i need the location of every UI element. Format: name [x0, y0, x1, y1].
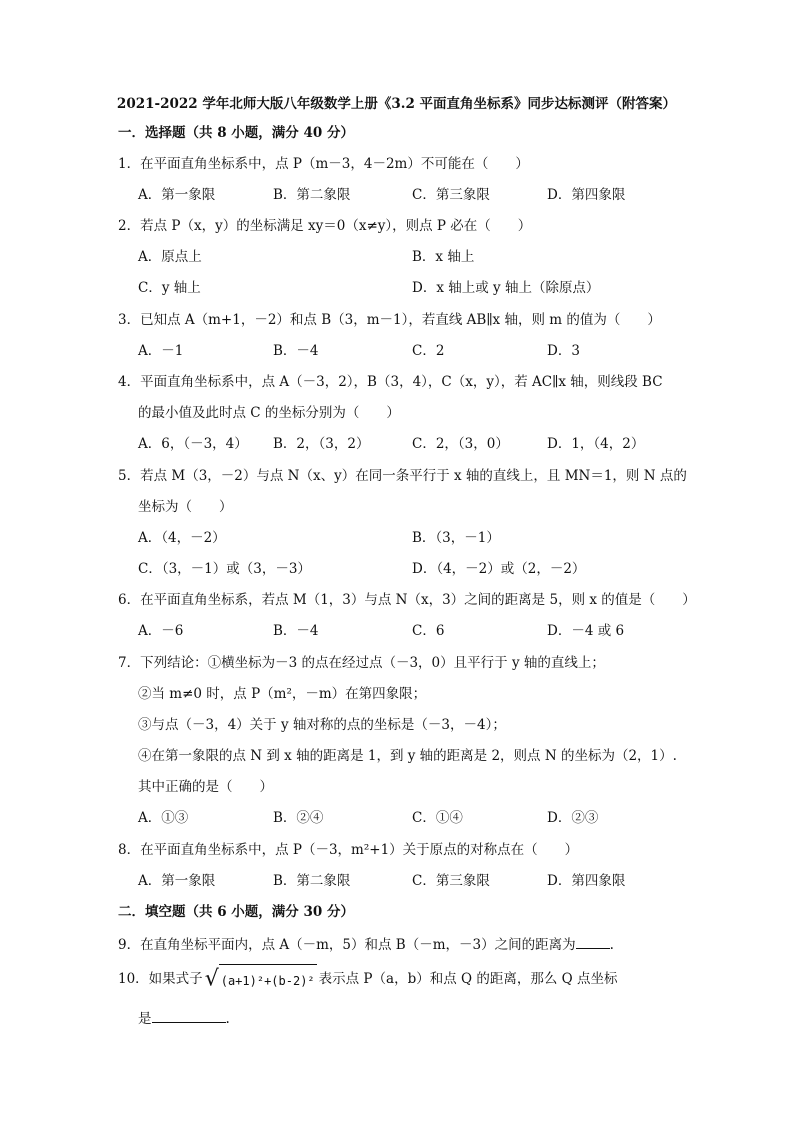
question-1-option-b: B．第二象限 [273, 187, 351, 203]
question-7-statement-3: ③与点（－3，4）关于 y 轴对称的点的坐标是（－3，－4）； [138, 717, 506, 733]
question-2-stem: 2．若点 P（x，y）的坐标满足 xy＝0（x≠y），则点 P 必在（ ） [118, 218, 532, 234]
question-2-option-a: A．原点上 [138, 249, 202, 265]
question-5-stem-continued: 坐标为（ ） [138, 499, 233, 515]
question-9-answer-blank[interactable] [576, 934, 610, 949]
question-1-stem: 1．在平面直角坐标系中，点 P（m－3，4－2m）不可能在（ ） [118, 156, 529, 172]
radical-sign-icon: √ [204, 966, 219, 992]
section-heading-choice: 一．选择题（共 8 小题，满分 40 分） [118, 125, 354, 141]
question-4-option-d: D．1，（4，2） [547, 436, 645, 452]
question-7-statement-2: ②当 m≠0 时，点 P（m²，－m）在第四象限； [138, 686, 427, 702]
question-9-end: . [609, 937, 614, 953]
question-3-option-a: A．－1 [138, 343, 184, 359]
question-6-stem: 6．在平面直角坐标系，若点 M（1，3）与点 N（x，3）之间的距离是 5，则 x 的值是（ ） [118, 592, 696, 608]
question-5-stem: 5．若点 M（3，－2）与点 N（x、y）在同一条平行于 x 轴的直线上，且 MN＝1，则 N 点的 [118, 468, 687, 484]
section-heading-fill-in: 二．填空题（共 6 小题，满分 30 分） [118, 904, 354, 920]
question-9-stem: 9．在直角坐标平面内，点 A（－m，5）和点 B（－m，－3）之间的距离为 [118, 937, 576, 953]
question-9 [118, 934, 614, 954]
question-6-option-a: A．－6 [138, 623, 184, 639]
question-7-option-a: A．①③ [138, 810, 189, 826]
question-3-option-d: D．3 [547, 343, 580, 359]
square-root-expression [205, 964, 317, 995]
question-8-stem: 8．在平面直角坐标系中，点 P（－3，m²+1）关于原点的对称点在（ ） [118, 842, 579, 858]
question-6-option-d: D．－4 或 6 [547, 623, 625, 639]
question-5-option-b: B．（3，－1） [412, 530, 500, 546]
question-6-option-c: C．6 [412, 623, 445, 639]
question-8-option-b: B．第二象限 [273, 873, 351, 889]
question-7-option-d: D．②③ [547, 810, 599, 826]
question-2-option-c: C．y 轴上 [138, 280, 201, 296]
question-5-option-a: A．（4，－2） [138, 530, 226, 546]
question-10-end: . [225, 1011, 230, 1027]
question-4-stem: 4．平面直角坐标系中，点 A（－3，2），B（3，4），C（x，y），若 AC∥x 轴，则线段 BC [118, 374, 663, 390]
question-5-option-d: D．（4，－2）或（2，－2） [412, 561, 586, 577]
question-4-option-b: B．2，（3，2） [273, 436, 370, 452]
radicand: (a+1)²+(b-2)² [219, 964, 317, 995]
question-1-option-a: A．第一象限 [138, 187, 216, 203]
question-7-stem: 7．下列结论：①横坐标为－3 的点在经过点（－3，0）且平行于 y 轴的直线上； [118, 655, 605, 671]
question-3-stem: 3．已知点 A（m+1，－2）和点 B（3，m－1），若直线 AB∥x 轴，则 m 的值为（ ） [118, 312, 661, 328]
question-1-option-c: C．第三象限 [412, 187, 490, 203]
question-10-pre: 10．如果式子 [118, 971, 203, 987]
question-7-prompt: 其中正确的是（ ） [138, 779, 273, 795]
question-10-line2-text: 是 [138, 1011, 152, 1027]
question-4-option-a: A．6，（－3，4） [138, 436, 248, 452]
question-8-option-c: C．第三象限 [412, 873, 490, 889]
question-5-option-c: C．（3，－1）或（3，－3） [138, 561, 311, 577]
question-10 [118, 964, 618, 995]
question-8-option-a: A．第一象限 [138, 873, 216, 889]
question-10-post: 表示点 P（a，b）和点 Q 的距离，那么 Q 点坐标 [318, 971, 618, 987]
question-7-option-b: B．②④ [273, 810, 324, 826]
question-6-option-b: B．－4 [273, 623, 319, 639]
question-7-statement-4: ④在第一象限的点 N 到 x 轴的距离是 1，到 y 轴的距离是 2，则点 N 的坐标为（2，1）. [138, 748, 677, 764]
question-2-option-b: B．x 轴上 [412, 249, 475, 265]
question-4-stem-continued: 的最小值及此时点 C 的坐标分别为（ ） [138, 405, 400, 421]
question-10-line-2 [138, 1008, 230, 1028]
question-1-option-d: D．第四象限 [547, 187, 626, 203]
page-title: 2021-2022 学年北师大版八年级数学上册《3.2 平面直角坐标系》同步达标测评（附答案） [116, 96, 677, 112]
question-8-option-d: D．第四象限 [547, 873, 626, 889]
question-7-option-c: C．①④ [412, 810, 463, 826]
question-3-option-c: C．2 [412, 343, 445, 359]
question-10-answer-blank[interactable] [152, 1008, 226, 1023]
question-4-option-c: C．2，（3，0） [412, 436, 509, 452]
question-3-option-b: B．－4 [273, 343, 319, 359]
question-2-option-d: D．x 轴上或 y 轴上（除原点） [412, 280, 600, 296]
